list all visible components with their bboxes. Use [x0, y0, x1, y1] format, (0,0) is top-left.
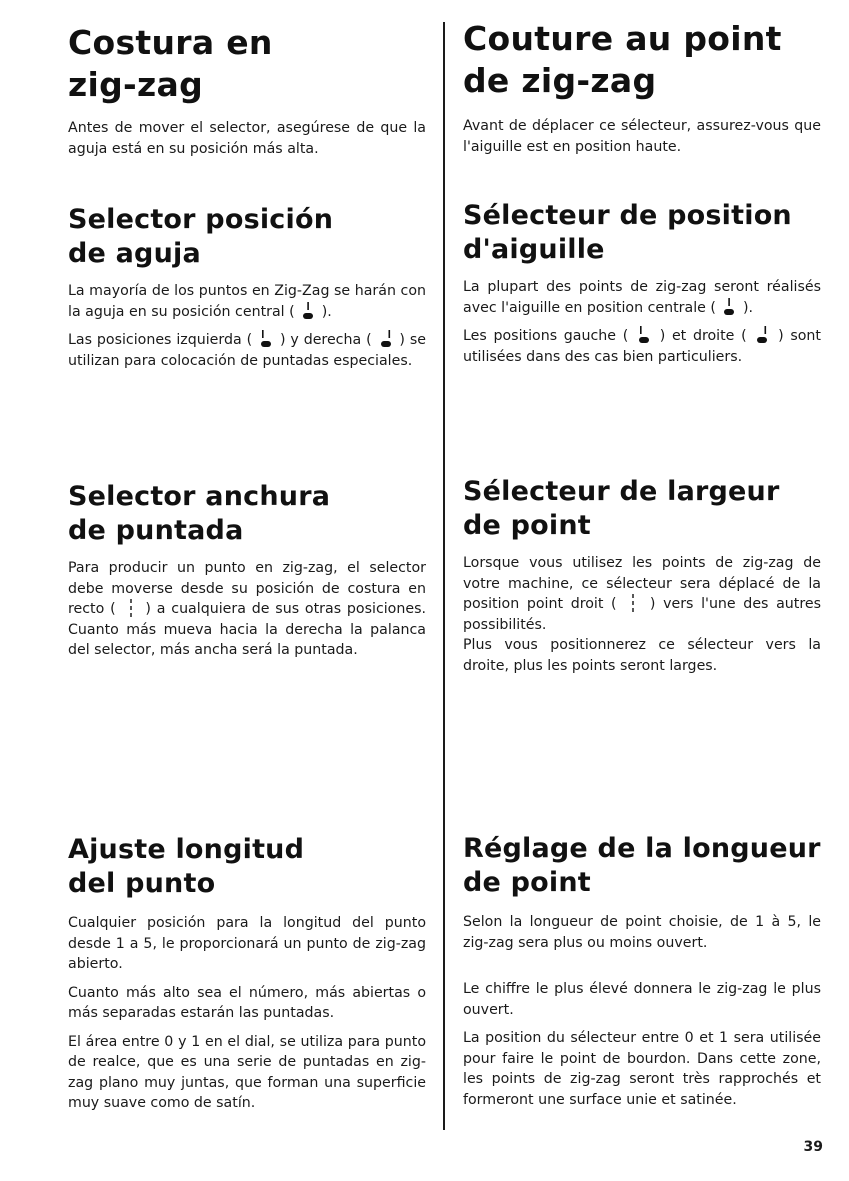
- straight-stitch-icon: [626, 594, 640, 612]
- fr-stitch-width-text-2: Plus vous positionnerez ce sélecteur vers la droite, plus les points seront larges.: [463, 637, 821, 674]
- es-needle-position-text-2: Las posiciones izquierda ( ) y derecha ( ) se utilizan para colocación de puntadas especiales.: [68, 332, 426, 369]
- es-zigzag-title: Costura en zig-zag: [68, 23, 273, 104]
- fr-needle-position-text-2: Les positions gauche ( ) et droite ( ) sont utilisées dans des cas bien particuliers.: [463, 328, 821, 365]
- es-stitch-width-title: Selector anchura de puntada: [68, 481, 331, 546]
- es-needle-position-text-1: La mayoría de los puntos en Zig-Zag se harán con la aguja en su posición central ( ).: [68, 283, 426, 320]
- needle-center-icon: [722, 298, 736, 316]
- es-section-zigzag: [68, 22, 426, 159]
- page-number: 39: [803, 1139, 823, 1155]
- fr-zigzag-text: Avant de déplacer ce sélecteur, assurez-vous que l'aiguille est en position haute.: [463, 118, 821, 155]
- needle-left-icon: [259, 330, 273, 348]
- needle-left-icon: [637, 326, 651, 344]
- es-section-stitch-width: [68, 480, 426, 661]
- fr-section-stitch-length: [463, 832, 821, 1110]
- needle-right-icon: [379, 330, 393, 348]
- es-zigzag-text: Antes de mover el selector, asegúrese de que la aguja está en su posición más alta.: [68, 120, 426, 157]
- fr-needle-position-text-1: La plupart des points de zig-zag seront réalisés avec l'aiguille en position centrale ( ).: [463, 279, 821, 316]
- fr-needle-position-title: Sélecteur de position d'aiguille: [463, 200, 792, 265]
- fr-stitch-length-title: Réglage de la longueur de point: [463, 833, 821, 898]
- column-divider: [443, 22, 445, 1130]
- needle-center-icon: [301, 302, 315, 320]
- es-stitch-length-text-2: Cuanto más alto sea el número, más abiertas o más separadas estarán las puntadas.: [68, 984, 426, 1021]
- straight-stitch-icon: [124, 599, 138, 617]
- es-stitch-length-text-1: Cualquier posición para la longitud del punto desde 1 a 5, le proporcionará un punto de zig-zag abierto.: [68, 915, 426, 972]
- fr-section-stitch-width: [463, 475, 821, 676]
- fr-section-zigzag: [463, 18, 821, 157]
- fr-stitch-length-text-2: Le chiffre le plus élevé donnera le zig-zag le plus ouvert.: [463, 981, 821, 1018]
- es-stitch-width-text: Para producir un punto en zig-zag, el selector debe moverse desde su posición de costura en recto ( ) a cualquiera de sus otras posiciones. Cuanto más mueva hacia la derecha la palanca del selector, más ancha será la puntada.: [68, 560, 426, 658]
- fr-zigzag-title: Couture au point de zig-zag: [463, 19, 782, 100]
- es-stitch-length-title: Ajuste longitud del punto: [68, 834, 305, 899]
- needle-right-icon: [755, 326, 769, 344]
- fr-stitch-length-text-1: Selon la longueur de point choisie, de 1 à 5, le zig-zag sera plus ou moins ouvert.: [463, 914, 821, 951]
- es-stitch-length-text-3: El área entre 0 y 1 en el dial, se utiliza para punto de realce, que es una serie de puntadas en zig-zag plano muy juntas, que forman una superficie muy suave como de satín.: [68, 1033, 426, 1111]
- fr-section-needle-position: [463, 199, 821, 367]
- fr-stitch-length-text-3: La position du sélecteur entre 0 et 1 sera utilisée pour faire le point de bourdon. Dans cette zone, les points de zig-zag seront très rapprochés et formeront une surface unie et satinée.: [463, 1030, 821, 1108]
- fr-stitch-width-text-1: Lorsque vous utilisez les points de zig-zag de votre machine, ce sélecteur sera déplacé de la position point droit ( ) vers l'une des autres possibilités.: [463, 555, 821, 633]
- es-needle-position-title: Selector posición de aguja: [68, 204, 334, 269]
- es-section-stitch-length: [68, 833, 426, 1114]
- es-section-needle-position: [68, 203, 426, 371]
- fr-stitch-width-title: Sélecteur de largeur de point: [463, 476, 780, 541]
